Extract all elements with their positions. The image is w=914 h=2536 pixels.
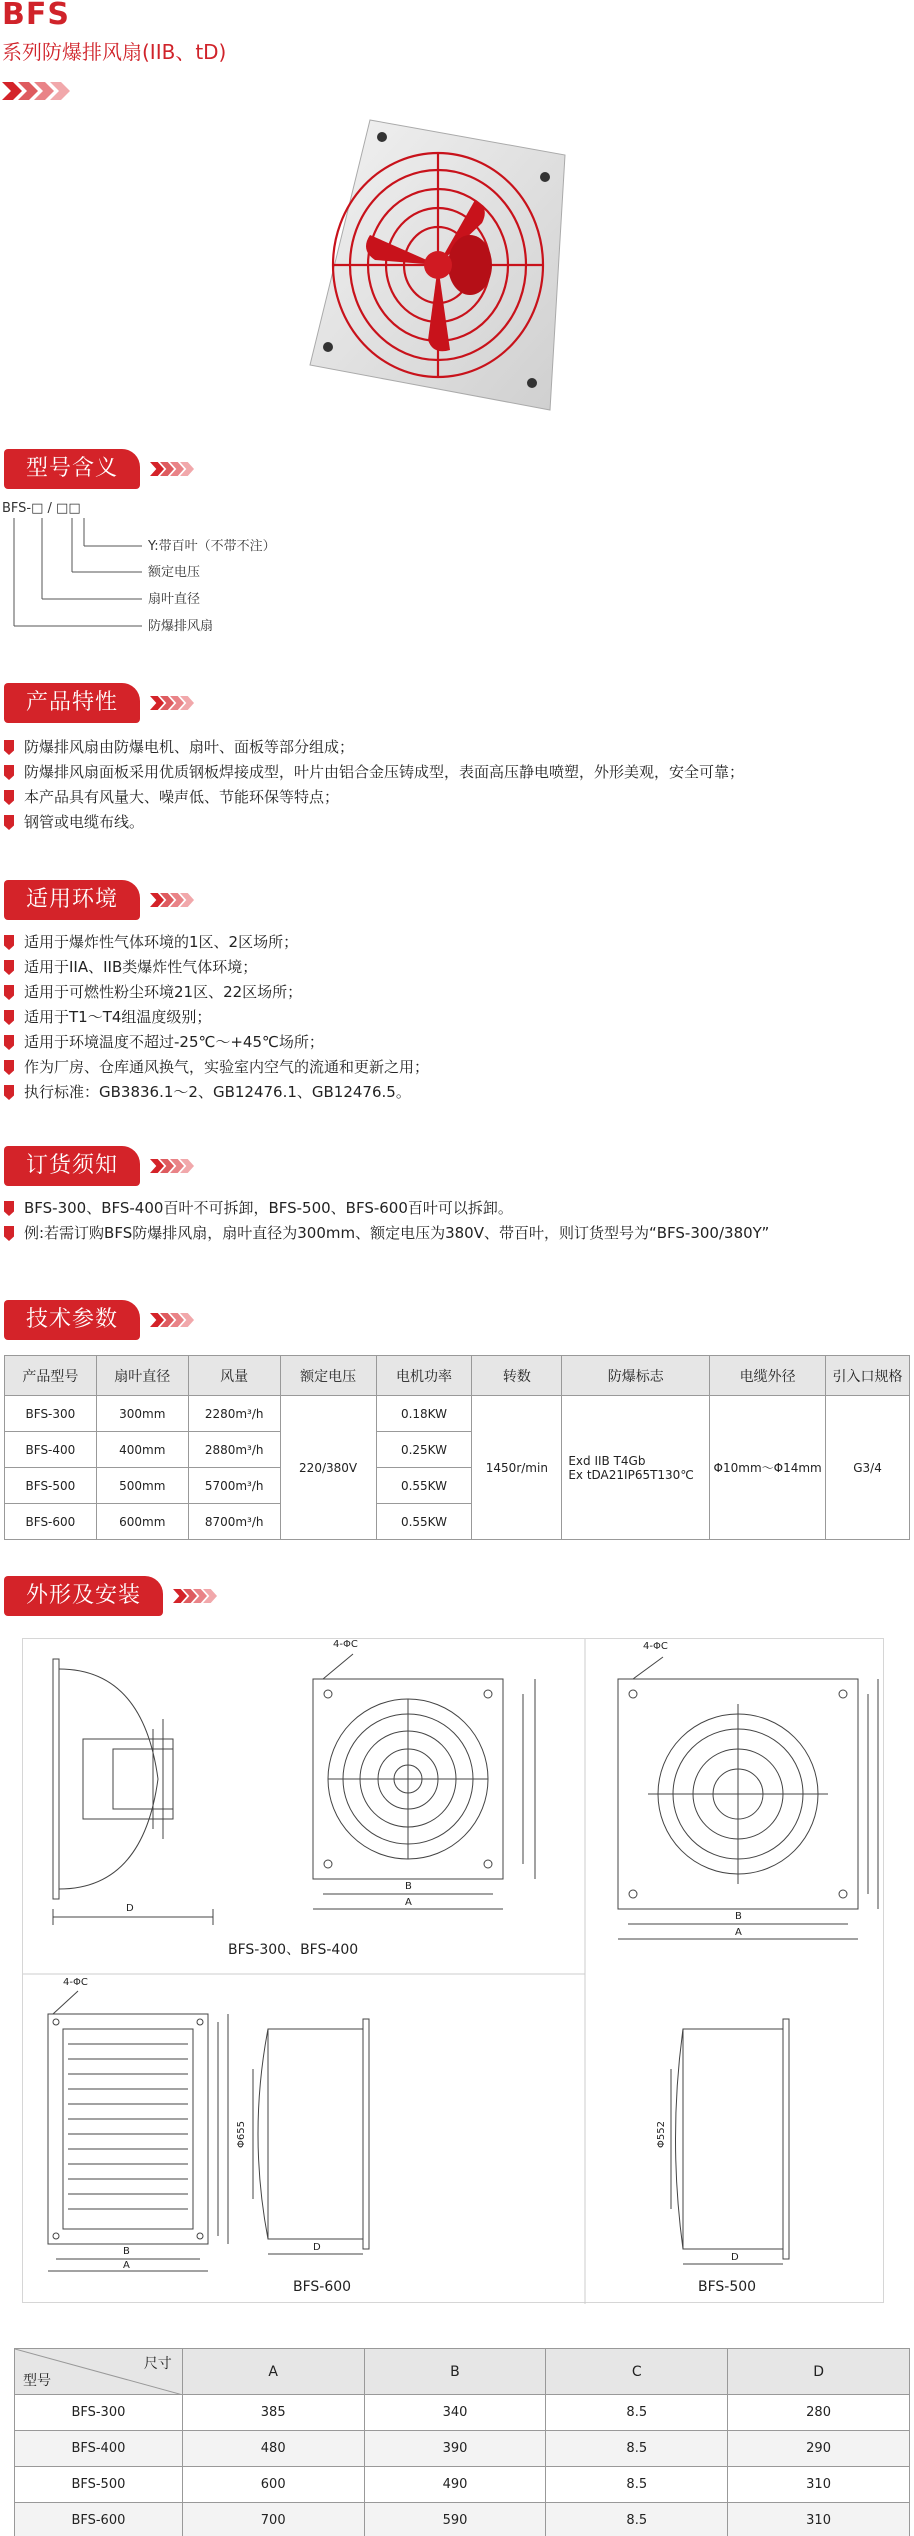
col-airflow: 风量 [188, 1356, 280, 1396]
list-item: 钢管或电缆布线。 [4, 810, 904, 835]
legend-louver: Y:带百叶（不带不注） [148, 539, 276, 554]
legend-diameter: 扇叶直径 [148, 592, 201, 607]
hole-label-3: 4-ΦC [63, 1977, 88, 1988]
cell-power: 0.18KW [376, 1396, 472, 1432]
table-row [15, 2395, 910, 2431]
col-model: 产品型号 [5, 1356, 97, 1396]
cell-power: 0.25KW [376, 1432, 472, 1468]
cell-model: BFS-400 [15, 2431, 183, 2467]
col-diameter: 扇叶直径 [96, 1356, 188, 1396]
list-item: 适用于爆炸性气体环境的1区、2区场所； [4, 930, 904, 955]
title-chevrons [2, 82, 66, 100]
corner-top-label: 尺寸 [143, 2356, 172, 2372]
cell-a: 600 [182, 2467, 364, 2503]
list-item: 执行标准：GB3836.1～2、GB12476.1、GB12476.5。 [4, 1080, 904, 1105]
section-specs [4, 1300, 190, 1340]
cell-speed: 1450r/min [472, 1396, 562, 1540]
table-header-row [5, 1356, 910, 1396]
cell-power: 0.55KW [376, 1504, 472, 1540]
cell-power: 0.55KW [376, 1468, 472, 1504]
cell-b: 340 [364, 2395, 546, 2431]
section-chevrons [150, 462, 190, 476]
table-row [15, 2431, 910, 2467]
section-chevrons [150, 1313, 190, 1327]
cell-entry: G3/4 [826, 1396, 910, 1540]
cell-cable: Φ10mm～Φ14mm [710, 1396, 826, 1540]
cell-model: BFS-500 [5, 1468, 97, 1504]
cell-c: 8.5 [546, 2467, 728, 2503]
table-header-row [15, 2349, 910, 2395]
cell-b: 490 [364, 2467, 546, 2503]
fan-product-image [300, 115, 580, 415]
section-features [4, 683, 190, 723]
list-item: 本产品具有风量大、噪声低、节能环保等特点； [4, 785, 904, 810]
hole-label-1: 4-ΦC [333, 1639, 358, 1650]
cell-diameter: 600mm [96, 1504, 188, 1540]
drawings-svg [23, 1639, 885, 2304]
col-a: A [182, 2349, 364, 2395]
drawing-caption-300-400: BFS-300、BFS-400 [228, 1942, 359, 1958]
page-subtitle: 系列防爆排风扇(IIB、tD) [2, 40, 227, 64]
corner-cell [15, 2349, 183, 2395]
cell-airflow: 2280m³/h [188, 1396, 280, 1432]
cell-airflow: 8700m³/h [188, 1504, 280, 1540]
section-chevrons [173, 1589, 213, 1603]
dim-a-3: A [123, 2260, 130, 2271]
drawing-caption-600: BFS-600 [293, 2279, 352, 2295]
legend-product: 防爆排风扇 [148, 619, 214, 634]
model-code: BFS-□ / □□ [2, 501, 81, 516]
cell-model: BFS-400 [5, 1432, 97, 1468]
cell-a: 700 [182, 2503, 364, 2536]
section-chevrons [150, 893, 190, 907]
section-title: 订货须知 [4, 1146, 140, 1186]
list-item: 适用于可燃性粉尘环境21区、22区场所； [4, 980, 904, 1005]
cell-model: BFS-300 [15, 2395, 183, 2431]
section-chevrons [150, 696, 190, 710]
hole-label-2: 4-ΦC [643, 1641, 668, 1652]
dim-b-2: B [735, 1911, 742, 1922]
col-c: C [546, 2349, 728, 2395]
dim-552: Φ552 [655, 2121, 667, 2148]
list-item: 适用于IIA、IIB类爆炸性气体环境； [4, 955, 904, 980]
dim-a-2: A [735, 1927, 742, 1938]
dim-d-2: D [313, 2242, 321, 2253]
section-title: 型号含义 [4, 449, 140, 489]
cell-model: BFS-600 [15, 2503, 183, 2536]
cell-d: 290 [728, 2431, 910, 2467]
page-title: BFS [2, 0, 70, 32]
section-model-meaning [4, 449, 190, 489]
list-item: BFS-300、BFS-400百叶不可拆卸，BFS-500、BFS-600百叶可以拆卸。 [4, 1196, 904, 1221]
table-row [15, 2503, 910, 2536]
section-appearance [4, 1576, 213, 1616]
col-cable: 电缆外径 [710, 1356, 826, 1396]
section-chevrons [150, 1159, 190, 1173]
dim-b-3: B [123, 2246, 130, 2257]
list-item: 适用于T1～T4组温度级别； [4, 1005, 904, 1030]
spec-table [4, 1355, 910, 1540]
technical-drawings [22, 1638, 884, 2303]
cell-airflow: 5700m³/h [188, 1468, 280, 1504]
cell-d: 310 [728, 2503, 910, 2536]
section-title: 技术参数 [4, 1300, 140, 1340]
section-ordering [4, 1146, 190, 1186]
cell-a: 480 [182, 2431, 364, 2467]
cell-voltage: 220/380V [280, 1396, 376, 1540]
cell-airflow: 2880m³/h [188, 1432, 280, 1468]
col-b: B [364, 2349, 546, 2395]
legend-voltage: 额定电压 [148, 565, 201, 580]
dim-a-1: A [405, 1897, 412, 1908]
dim-d-1: D [126, 1903, 134, 1914]
cell-model: BFS-300 [5, 1396, 97, 1432]
section-title: 产品特性 [4, 683, 140, 723]
cell-d: 280 [728, 2395, 910, 2431]
col-d: D [728, 2349, 910, 2395]
cell-d: 310 [728, 2467, 910, 2503]
section-title: 外形及安装 [4, 1576, 163, 1616]
col-entry: 引入口规格 [826, 1356, 910, 1396]
list-item: 适用于环境温度不超过-25℃～+45℃场所； [4, 1030, 904, 1055]
cell-model: BFS-600 [5, 1504, 97, 1540]
cell-model: BFS-500 [15, 2467, 183, 2503]
cell-diameter: 500mm [96, 1468, 188, 1504]
dimension-table [14, 2348, 910, 2536]
cell-c: 8.5 [546, 2431, 728, 2467]
cell-diameter: 300mm [96, 1396, 188, 1432]
table-row [15, 2467, 910, 2503]
cell-b: 590 [364, 2503, 546, 2536]
features-list [4, 735, 904, 835]
cell-diameter: 400mm [96, 1432, 188, 1468]
dim-655: Φ655 [235, 2121, 247, 2148]
col-speed: 转数 [472, 1356, 562, 1396]
ordering-list [4, 1196, 904, 1246]
corner-bottom-label: 型号 [23, 2373, 51, 2389]
list-item: 例:若需订购BFS防爆排风扇，扇叶直径为300mm、额定电压为380V、带百叶，则订货型号为“BFS-300/380Y” [4, 1221, 904, 1246]
section-title: 适用环境 [4, 880, 140, 920]
col-power: 电机功率 [376, 1356, 472, 1396]
col-voltage: 额定电压 [280, 1356, 376, 1396]
cell-b: 390 [364, 2431, 546, 2467]
drawing-caption-500: BFS-500 [698, 2279, 757, 2295]
list-item: 防爆排风扇由防爆电机、扇叶、面板等部分组成； [4, 735, 904, 760]
ex-mark-dust: Ex tDA21IP65T130℃ [568, 1467, 694, 1482]
table-row [5, 1396, 910, 1432]
dim-d-3: D [731, 2252, 739, 2263]
ex-mark-gas: Exd IIB T4Gb [568, 1453, 646, 1468]
section-environment [4, 880, 190, 920]
model-code-diagram [2, 492, 322, 642]
environment-list [4, 930, 904, 1105]
list-item: 作为厂房、仓库通风换气，实验室内空气的流通和更新之用； [4, 1055, 904, 1080]
cell-c: 8.5 [546, 2395, 728, 2431]
col-ex-mark: 防爆标志 [562, 1356, 710, 1396]
cell-a: 385 [182, 2395, 364, 2431]
dim-b-1: B [405, 1881, 412, 1892]
cell-ex-mark [562, 1396, 710, 1540]
cell-c: 8.5 [546, 2503, 728, 2536]
list-item: 防爆排风扇面板采用优质钢板焊接成型，叶片由铝合金压铸成型，表面高压静电喷塑，外形美观，安全可靠； [4, 760, 904, 785]
